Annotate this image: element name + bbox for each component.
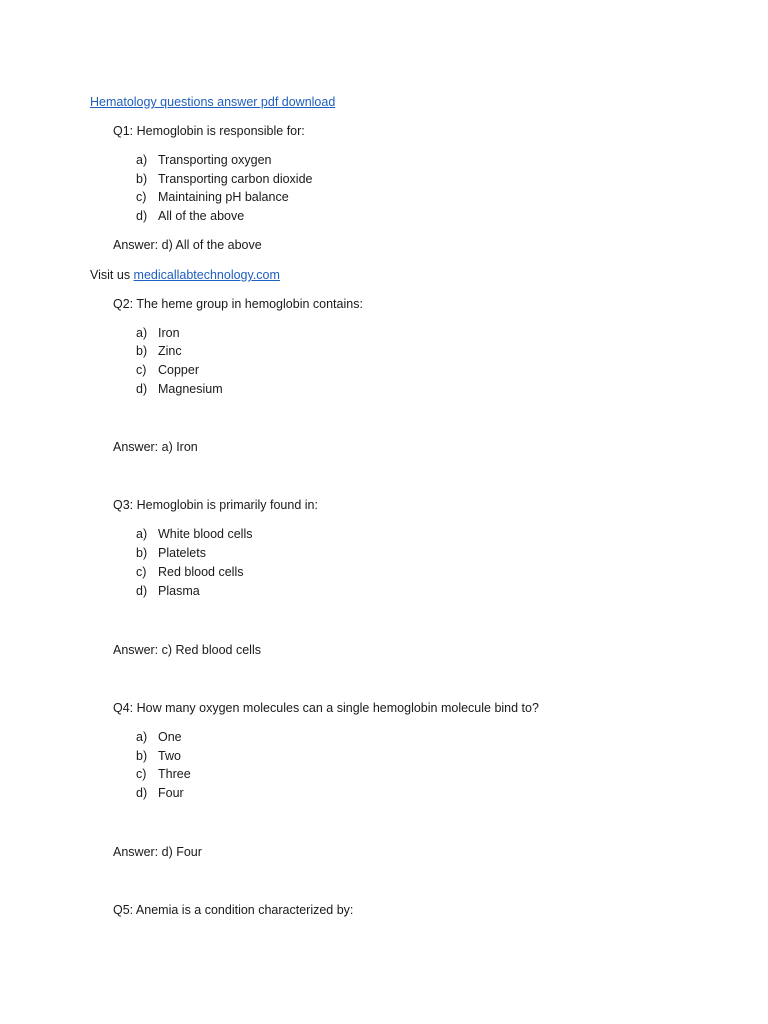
question-3: Q3: Hemoglobin is primarily found in: (113, 498, 318, 512)
option-letter: c) (136, 565, 147, 579)
option-letter: d) (136, 209, 148, 223)
option-letter: c) (136, 363, 147, 377)
option-letter: c) (136, 190, 147, 204)
option-letter: a) (136, 326, 148, 340)
option-text: Two (158, 749, 181, 763)
question-1-answer: Answer: d) All of the above (113, 238, 262, 252)
option-letter: b) (136, 172, 148, 186)
option-letter: d) (136, 786, 148, 800)
header-download-link[interactable]: Hematology questions answer pdf download (90, 95, 336, 109)
option-text: Maintaining pH balance (158, 190, 289, 204)
option-text: Copper (158, 363, 199, 377)
visit-line (90, 267, 280, 283)
option-letter: a) (136, 527, 148, 541)
option-letter: b) (136, 546, 148, 560)
question-4: Q4: How many oxygen molecules can a single hemoglobin molecule bind to? (113, 701, 539, 715)
option-text: Zinc (158, 344, 182, 358)
option-text: Plasma (158, 584, 200, 598)
option-text: All of the above (158, 209, 245, 223)
option-text: Red blood cells (158, 565, 244, 579)
question-3-answer: Answer: c) Red blood cells (113, 643, 261, 657)
option-letter: d) (136, 382, 148, 396)
option-text: One (158, 730, 182, 744)
option-text: Three (158, 767, 191, 781)
website-link[interactable]: medicallabtechnology.com (133, 268, 280, 282)
option-text: Four (158, 786, 184, 800)
option-letter: b) (136, 344, 148, 358)
option-letter: d) (136, 584, 148, 598)
option-text: White blood cells (158, 527, 253, 541)
question-2: Q2: The heme group in hemoglobin contains: (113, 297, 363, 311)
question-1: Q1: Hemoglobin is responsible for: (113, 124, 305, 138)
option-text: Transporting carbon dioxide (158, 172, 313, 186)
option-letter: c) (136, 767, 147, 781)
option-letter: a) (136, 730, 148, 744)
question-5: Q5: Anemia is a condition characterized by: (113, 903, 354, 917)
question-4-answer: Answer: d) Four (113, 845, 202, 859)
option-text: Magnesium (158, 382, 223, 396)
option-text: Platelets (158, 546, 206, 560)
option-text: Iron (158, 326, 180, 340)
option-letter: a) (136, 153, 148, 167)
question-2-answer: Answer: a) Iron (113, 440, 198, 454)
visit-prefix: Visit us (90, 268, 134, 282)
option-letter: b) (136, 749, 148, 763)
option-text: Transporting oxygen (158, 153, 272, 167)
